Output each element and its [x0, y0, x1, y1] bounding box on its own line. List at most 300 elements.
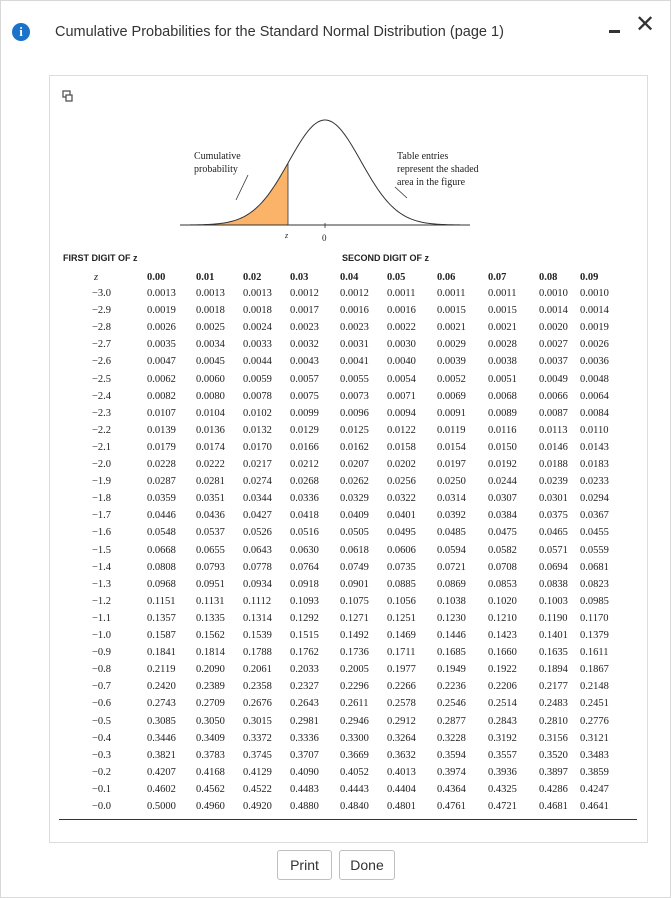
- table-cell: 0.0030: [387, 339, 416, 351]
- table-cell: 0.1131: [196, 595, 225, 607]
- table-cell: 0.4681: [539, 801, 568, 812]
- table-cell: 0.0010: [580, 288, 609, 299]
- table-cell: 0.0287: [147, 476, 176, 488]
- table-cell: 0.2327: [290, 681, 319, 693]
- table-cell: 0.0110: [580, 424, 609, 436]
- table-cell: 0.0041: [340, 356, 369, 368]
- table-row: [50, 596, 647, 613]
- table-cell: 0.4960: [196, 801, 225, 812]
- table-cell: 0.2119: [147, 664, 176, 676]
- column-header: 0.06: [437, 272, 456, 283]
- table-cell: 0.0027: [539, 339, 568, 351]
- table-cell: 0.2420: [147, 681, 176, 693]
- table-cell: 0.0217: [243, 459, 272, 470]
- table-row: [50, 356, 647, 373]
- table-cell: 0.0268: [290, 476, 319, 488]
- table-cell: 0.0132: [243, 424, 272, 436]
- table-cell: 0.0029: [437, 339, 466, 351]
- table-cell: 0.4247: [580, 783, 609, 795]
- table-cell: 0.0019: [580, 322, 609, 334]
- table-cell: 0.0823: [580, 578, 609, 590]
- table-cell: 0.4207: [147, 766, 176, 778]
- row-z-value: −1.4: [91, 561, 111, 573]
- table-cell: 0.1292: [290, 612, 319, 624]
- row-z-value: −2.3: [91, 407, 111, 419]
- table-cell: 0.2061: [243, 664, 272, 676]
- table-cell: 0.3483: [580, 749, 609, 761]
- table-cell: 0.3669: [340, 749, 369, 761]
- first-digit-label: FIRST DIGIT OF z: [63, 253, 138, 263]
- table-cell: 0.0014: [580, 305, 609, 317]
- table-cell: 0.4013: [387, 766, 416, 778]
- table-cell: 0.0122: [387, 424, 416, 436]
- table-bottom-rule: [59, 819, 637, 820]
- table-cell: 0.0375: [539, 510, 568, 522]
- table-cell: 0.1271: [340, 612, 369, 624]
- table-cell: 0.0516: [290, 527, 319, 539]
- table-cell: 0.0256: [387, 476, 416, 488]
- table-cell: 0.0901: [340, 578, 369, 590]
- table-cell: 0.0057: [290, 373, 319, 385]
- z-axis-label: z: [285, 231, 289, 240]
- table-row: [50, 288, 647, 305]
- table-cell: 0.0188: [539, 459, 568, 470]
- table-cell: 0.0694: [539, 561, 568, 573]
- table-cell: 0.4129: [243, 766, 272, 778]
- table-cell: 0.3156: [539, 732, 568, 744]
- table-cell: 0.0016: [340, 305, 369, 317]
- table-row: [50, 630, 647, 647]
- table-cell: 0.1635: [539, 647, 568, 659]
- table-cell: 0.3336: [290, 732, 319, 744]
- table-row: [50, 391, 647, 408]
- table-cell: 0.1867: [580, 664, 609, 676]
- table-cell: 0.0087: [539, 407, 568, 419]
- table-cell: 0.2912: [387, 715, 416, 727]
- table-row: [50, 493, 647, 510]
- table-cell: 0.1151: [147, 595, 176, 607]
- table-cell: 0.2611: [340, 698, 369, 710]
- table-cell: 0.1038: [437, 595, 466, 607]
- table-cell: 0.1562: [196, 630, 225, 641]
- table-cell: 0.1736: [340, 647, 369, 659]
- table-cell: 0.0778: [243, 561, 272, 573]
- table-cell: 0.1587: [147, 630, 176, 641]
- table-cell: 0.2236: [437, 681, 466, 693]
- table-row: [50, 425, 647, 442]
- table-cell: 0.2296: [340, 681, 369, 693]
- table-cell: 0.0465: [539, 527, 568, 539]
- table-cell: 0.3050: [196, 715, 225, 727]
- row-z-value: −1.8: [91, 493, 111, 505]
- table-cell: 0.2033: [290, 664, 319, 676]
- row-z-value: −0.7: [91, 681, 111, 693]
- table-cell: 0.3015: [243, 715, 272, 727]
- table-cell: 0.0031: [340, 339, 369, 351]
- row-z-value: −1.0: [91, 630, 111, 641]
- table-cell: 0.0166: [290, 441, 319, 453]
- table-cell: 0.0080: [196, 390, 225, 402]
- table-cell: 0.0125: [340, 424, 369, 436]
- row-z-value: −0.0: [91, 801, 111, 812]
- row-z-value: −1.7: [91, 510, 111, 522]
- table-cell: 0.2177: [539, 681, 568, 693]
- table-cell: 0.3745: [243, 749, 272, 761]
- table-cell: 0.0039: [437, 356, 466, 368]
- table-row: [50, 408, 647, 425]
- row-z-value: −0.9: [91, 647, 111, 659]
- row-z-value: −2.7: [91, 339, 111, 351]
- done-button[interactable]: Done: [339, 850, 395, 880]
- close-icon: ✕: [634, 11, 656, 38]
- table-cell: 0.0150: [488, 441, 517, 453]
- table-row: [50, 801, 647, 818]
- table-row: [50, 305, 647, 322]
- table-cell: 0.2090: [196, 664, 225, 676]
- row-z-value: −1.3: [91, 578, 111, 590]
- table-cell: 0.2266: [387, 681, 416, 693]
- table-cell: 0.1685: [437, 647, 466, 659]
- table-cell: 0.0051: [488, 373, 517, 385]
- table-row: [50, 784, 647, 801]
- row-z-value: −0.6: [91, 698, 111, 710]
- table-cell: 0.1711: [387, 647, 416, 659]
- table-cell: 0.0113: [539, 424, 568, 436]
- table-cell: 0.1112: [243, 595, 272, 607]
- table-cell: 0.0618: [340, 544, 369, 556]
- table-cell: 0.2206: [488, 681, 517, 693]
- table-cell: 0.0026: [147, 322, 176, 334]
- left-annotation-pointer: [236, 175, 248, 200]
- table-cell: 0.0392: [437, 510, 466, 522]
- table-cell: 0.0011: [437, 288, 466, 299]
- table-cell: 0.4443: [340, 783, 369, 795]
- table-cell: 0.2389: [196, 681, 225, 693]
- table-cell: 0.0244: [488, 476, 517, 488]
- table-cell: 0.0322: [387, 493, 416, 505]
- table-cell: 0.2578: [387, 698, 416, 710]
- table-cell: 0.0808: [147, 561, 176, 573]
- table-cell: 0.2005: [340, 664, 369, 676]
- table-row: [50, 339, 647, 356]
- table-cell: 0.0630: [290, 544, 319, 556]
- table-cell: 0.0146: [539, 441, 568, 453]
- table-cell: 0.2483: [539, 698, 568, 710]
- table-cell: 0.4168: [196, 766, 225, 778]
- table-cell: 0.4404: [387, 783, 416, 795]
- title-bar: [1, 1, 670, 63]
- normal-curve-figure: [50, 76, 647, 256]
- table-cell: 0.4052: [340, 766, 369, 778]
- column-header: 0.00: [147, 272, 166, 283]
- table-cell: 0.4483: [290, 783, 319, 795]
- table-cell: 0.4801: [387, 801, 416, 812]
- table-cell: 0.4286: [539, 783, 568, 795]
- table-cell: 0.0262: [340, 476, 369, 488]
- table-cell: 0.0024: [243, 322, 272, 334]
- table-cell: 0.1977: [387, 664, 416, 676]
- table-row: [50, 527, 647, 544]
- table-cell: 0.0951: [196, 578, 225, 590]
- table-cell: 0.0192: [488, 459, 517, 470]
- table-cell: 0.3974: [437, 766, 466, 778]
- table-cell: 0.4364: [437, 783, 466, 795]
- table-cell: 0.4562: [196, 783, 225, 795]
- table-cell: 0.0154: [437, 441, 466, 453]
- table-cell: 0.0054: [387, 373, 416, 385]
- table-row: [50, 579, 647, 596]
- table-cell: 0.0021: [488, 322, 517, 334]
- table-cell: 0.3192: [488, 732, 517, 744]
- table-cell: 0.0055: [340, 373, 369, 385]
- minimize-icon: [609, 30, 620, 33]
- table-cell: 0.1020: [488, 595, 517, 607]
- table-cell: 0.0869: [437, 578, 466, 590]
- table-cell: 0.0094: [387, 407, 416, 419]
- row-z-value: −1.6: [91, 527, 111, 539]
- table-cell: 0.0968: [147, 578, 176, 590]
- table-cell: 0.1841: [147, 647, 176, 659]
- table-cell: 0.3409: [196, 732, 225, 744]
- table-cell: 0.0036: [580, 356, 609, 368]
- table-cell: 0.3594: [437, 749, 466, 761]
- table-cell: 0.1314: [243, 612, 272, 624]
- table-cell: 0.0918: [290, 578, 319, 590]
- table-cell: 0.0060: [196, 373, 225, 385]
- table-cell: 0.0294: [580, 493, 609, 505]
- table-cell: 0.3783: [196, 749, 225, 761]
- table-cell: 0.0183: [580, 459, 609, 470]
- table-cell: 0.1075: [340, 595, 369, 607]
- table-cell: 0.0207: [340, 459, 369, 470]
- left-annotation-line-2: probability: [194, 164, 238, 175]
- table-cell: 0.0749: [340, 561, 369, 573]
- minimize-button[interactable]: [605, 17, 625, 39]
- table-cell: 0.1056: [387, 595, 416, 607]
- table-cell: 0.0136: [196, 424, 225, 436]
- table-cell: 0.0475: [488, 527, 517, 539]
- table-cell: 0.0045: [196, 356, 225, 368]
- table-cell: 0.0222: [196, 459, 225, 470]
- table-cell: 0.0212: [290, 459, 319, 470]
- table-cell: 0.2148: [580, 681, 609, 693]
- table-row: [50, 442, 647, 459]
- table-row: [50, 322, 647, 339]
- table-cell: 0.0017: [290, 305, 319, 317]
- row-z-value: −0.2: [91, 766, 111, 778]
- table-row: [50, 647, 647, 664]
- row-z-value: −1.2: [91, 595, 111, 607]
- table-row: [50, 681, 647, 698]
- table-cell: 0.3897: [539, 766, 568, 778]
- table-cell: 0.0084: [580, 407, 609, 419]
- table-cell: 0.3372: [243, 732, 272, 744]
- row-z-value: −2.1: [91, 441, 111, 453]
- table-cell: 0.0853: [488, 578, 517, 590]
- table-cell: 0.3228: [437, 732, 466, 744]
- table-cell: 0.0885: [387, 578, 416, 590]
- table-cell: 0.1762: [290, 647, 319, 659]
- column-header: 0.03: [290, 272, 309, 283]
- table-cell: 0.0014: [539, 305, 568, 317]
- table-row: [50, 698, 647, 715]
- table-cell: 0.0708: [488, 561, 517, 573]
- table-cell: 0.0069: [437, 390, 466, 402]
- table-cell: 0.0049: [539, 373, 568, 385]
- table-cell: 0.0022: [387, 322, 416, 334]
- table-cell: 0.0013: [243, 288, 272, 299]
- column-header: 0.01: [196, 272, 215, 283]
- table-cell: 0.0013: [147, 288, 176, 299]
- table-cell: 0.1401: [539, 630, 568, 641]
- table-cell: 0.1379: [580, 630, 609, 641]
- table-cell: 0.0838: [539, 578, 568, 590]
- table-cell: 0.2709: [196, 698, 225, 710]
- table-cell: 0.0239: [539, 476, 568, 488]
- table-cell: 0.0044: [243, 356, 272, 368]
- table-cell: 0.0013: [196, 288, 225, 299]
- table-cell: 0.4522: [243, 783, 272, 795]
- table-cell: 0.0016: [387, 305, 416, 317]
- table-cell: 0.1251: [387, 612, 416, 624]
- table-cell: 0.0606: [387, 544, 416, 556]
- row-z-value: −1.5: [91, 544, 111, 556]
- table-cell: 0.0034: [196, 339, 225, 351]
- table-cell: 0.2743: [147, 698, 176, 710]
- table-cell: 0.3821: [147, 749, 176, 761]
- table-cell: 0.1003: [539, 595, 568, 607]
- table-cell: 0.0047: [147, 356, 176, 368]
- table-cell: 0.0032: [290, 339, 319, 351]
- table-cell: 0.4641: [580, 801, 609, 812]
- table-cell: 0.0485: [437, 527, 466, 539]
- table-cell: 0.0018: [196, 305, 225, 317]
- table-cell: 0.1611: [580, 647, 609, 659]
- table-cell: 0.1894: [539, 664, 568, 676]
- table-cell: 0.0066: [539, 390, 568, 402]
- table-cell: 0.0019: [147, 305, 176, 317]
- table-cell: 0.0116: [488, 424, 517, 436]
- table-cell: 0.2877: [437, 715, 466, 727]
- table-cell: 0.0011: [488, 288, 517, 299]
- table-row: [50, 545, 647, 562]
- table-cell: 0.0336: [290, 493, 319, 505]
- table-cell: 0.0233: [580, 476, 609, 488]
- row-z-value: −0.5: [91, 715, 111, 727]
- table-cell: 0.0082: [147, 390, 176, 402]
- table-cell: 0.0559: [580, 544, 609, 556]
- table-cell: 0.0038: [488, 356, 517, 368]
- row-z-value: −2.0: [91, 459, 111, 470]
- table-cell: 0.0028: [488, 339, 517, 351]
- table-cell: 0.1788: [243, 647, 272, 659]
- table-cell: 0.0052: [437, 373, 466, 385]
- table-cell: 0.2514: [488, 698, 517, 710]
- table-cell: 0.1335: [196, 612, 225, 624]
- table-cell: 0.0020: [539, 322, 568, 334]
- table-cell: 0.0314: [437, 493, 466, 505]
- table-cell: 0.0764: [290, 561, 319, 573]
- table-row: [50, 716, 647, 733]
- table-cell: 0.2981: [290, 715, 319, 727]
- table-cell: 0.0537: [196, 527, 225, 539]
- table-cell: 0.0359: [147, 493, 176, 505]
- table-cell: 0.0281: [196, 476, 225, 488]
- second-digit-label: SECOND DIGIT OF z: [342, 253, 430, 263]
- table-cell: 0.0455: [580, 527, 609, 539]
- table-cell: 0.1949: [437, 664, 466, 676]
- table-cell: 0.0793: [196, 561, 225, 573]
- table-row: [50, 510, 647, 527]
- table-cell: 0.0096: [340, 407, 369, 419]
- row-z-value: −2.8: [91, 322, 111, 334]
- table-cell: 0.0668: [147, 544, 176, 556]
- print-button[interactable]: Print: [277, 850, 332, 880]
- table-cell: 0.0129: [290, 424, 319, 436]
- table-cell: 0.3632: [387, 749, 416, 761]
- table-row: [50, 733, 647, 750]
- row-z-value: −1.9: [91, 476, 111, 488]
- table-cell: 0.1515: [290, 630, 319, 641]
- table-cell: 0.0015: [488, 305, 517, 317]
- column-header: 0.07: [488, 272, 507, 283]
- table-cell: 0.2810: [539, 715, 568, 727]
- row-z-value: −2.6: [91, 356, 111, 368]
- table-cell: 0.2946: [340, 715, 369, 727]
- table-cell: 0.0351: [196, 493, 225, 505]
- column-header: 0.09: [580, 272, 599, 283]
- table-cell: 0.0582: [488, 544, 517, 556]
- table-cell: 0.1423: [488, 630, 517, 641]
- table-cell: 0.0075: [290, 390, 319, 402]
- row-z-value: −2.2: [91, 424, 111, 436]
- table-cell: 0.0059: [243, 373, 272, 385]
- info-icon: i: [12, 23, 30, 41]
- table-cell: 0.0179: [147, 441, 176, 453]
- table-cell: 0.0174: [196, 441, 225, 453]
- row-z-value: −2.5: [91, 373, 111, 385]
- close-button[interactable]: [633, 13, 657, 37]
- row-z-value: −0.1: [91, 783, 111, 795]
- table-cell: 0.0594: [437, 544, 466, 556]
- row-z-value: −0.4: [91, 732, 111, 744]
- table-cell: 0.0409: [340, 510, 369, 522]
- table-cell: 0.0446: [147, 510, 176, 522]
- table-cell: 0.0934: [243, 578, 272, 590]
- table-cell: 0.5000: [147, 801, 176, 812]
- column-header: 0.04: [340, 272, 359, 283]
- table-cell: 0.1357: [147, 612, 176, 624]
- table-cell: 0.0037: [539, 356, 568, 368]
- table-row: [50, 767, 647, 784]
- table-cell: 0.0344: [243, 493, 272, 505]
- table-row: [50, 750, 647, 767]
- table-cell: 0.0367: [580, 510, 609, 522]
- table-row: [50, 562, 647, 579]
- table-cell: 0.0089: [488, 407, 517, 419]
- table-cell: 0.0197: [437, 459, 466, 470]
- table-cell: 0.0681: [580, 561, 609, 573]
- table-cell: 0.0043: [290, 356, 319, 368]
- table-cell: 0.1814: [196, 647, 225, 659]
- table-cell: 0.3300: [340, 732, 369, 744]
- table-cell: 0.3520: [539, 749, 568, 761]
- table-cell: 0.0139: [147, 424, 176, 436]
- table-cell: 0.0107: [147, 407, 176, 419]
- table-cell: 0.4325: [488, 783, 517, 795]
- table-cell: 0.0064: [580, 390, 609, 402]
- table-cell: 0.1170: [580, 612, 609, 624]
